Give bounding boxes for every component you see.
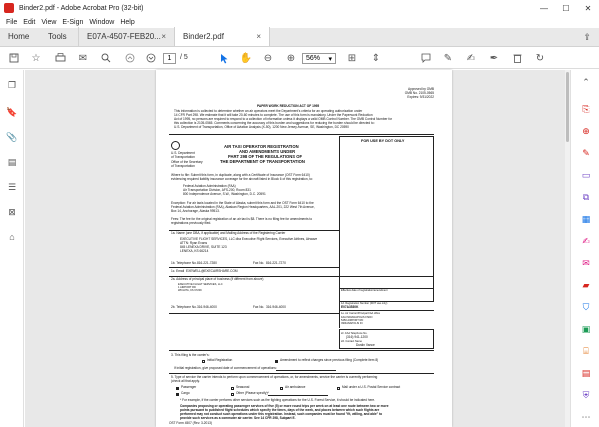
zoom-in-icon[interactable]: ⊕: [286, 52, 296, 64]
divider: [339, 310, 434, 311]
seasonal-label: Seasonal: [236, 385, 250, 389]
item-5-label: (check all that apply.: [171, 379, 200, 383]
divider: [169, 313, 339, 314]
menu-window[interactable]: Window: [89, 18, 115, 26]
tab-label: E07A-4507-FEB20...: [87, 32, 161, 41]
pra-text: Act of 1995, no persons are required to respond to a collection of information unless it displays a valid OMB Control Number. The OMB Control Number for: [174, 117, 393, 121]
tags-icon[interactable]: ⌂: [9, 232, 15, 242]
item-3-label: 3. This filing is the carrier's:: [171, 353, 210, 357]
toolbar: [0, 48, 599, 69]
acrobat-app-icon: [4, 3, 14, 13]
omb-approved: Approved by OMB: [407, 87, 434, 91]
window-controls: [533, 0, 599, 16]
combine-files-icon[interactable]: ⧉: [582, 191, 590, 202]
attachments-icon[interactable]: 📎: [6, 131, 18, 142]
send-for-signature-icon[interactable]: ✉: [582, 257, 590, 268]
delete-icon[interactable]: [509, 51, 525, 65]
hand-tool-icon[interactable]: ✋: [239, 52, 253, 64]
faa-address: Federal Aviation Administration (FAA): [183, 184, 236, 188]
principal-telephone: 316-946-4000: [197, 305, 217, 309]
scroll-mode-icon[interactable]: ⇕: [371, 52, 381, 64]
rotate-icon[interactable]: ↻: [535, 52, 545, 64]
item-1a-label: 1a. Name (one DBA, if applicable) and Mailing Address of the Registering Carrier: [171, 231, 286, 235]
carrier-city: LENEXA, KS 66214: [180, 249, 209, 253]
chevron-down-icon: ▾: [328, 55, 332, 63]
amendment-label: Amendment to reflect changes since previous filing (Complete item 8): [280, 358, 379, 362]
where-to-file: evidencing required liability insurance coverage for the aircraft listed in Block 6 of this registration, to:: [171, 177, 313, 181]
pra-text: U.S. Department of Transportation, Office of Aviation Analysis (X-50), 1200 New Jersey Avenue, SE, Washington, DC 20590: [174, 125, 349, 129]
window-title: Binder2.pdf - Adobe Acrobat Pro (32-bit): [19, 4, 144, 12]
carrier-email: EXEWELL@EXECAIRSHARE.COM: [186, 269, 238, 273]
zoom-level-select[interactable]: [302, 53, 336, 64]
redact-icon[interactable]: ▰: [582, 279, 590, 290]
previous-page-icon[interactable]: [122, 51, 138, 65]
principal-city: WICHITA, KS 67209: [178, 289, 202, 292]
document-view[interactable]: [25, 70, 570, 427]
dot-use-only-box: [339, 136, 434, 302]
dot-use-only-title: FOR USE BY DOT ONLY: [361, 139, 405, 143]
mail-label: Mail under a U.S. Postal Service contract: [342, 385, 401, 389]
air-ambulance-checkbox[interactable]: [280, 387, 283, 390]
mail-checkbox[interactable]: [337, 387, 340, 390]
other-field[interactable]: [268, 395, 328, 396]
form-heading: THE DEPARTMENT OF TRANSPORTATION: [220, 159, 305, 164]
organize-pages-icon[interactable]: ▦: [581, 213, 591, 224]
menu-file[interactable]: File: [6, 18, 18, 26]
fax-label: Fax No.: [253, 261, 265, 265]
commuter-warning: points pursuant to published flight schedules which specify the times, days of the week, and places between which such flights are: [180, 408, 380, 412]
tab-document-binder2[interactable]: [174, 27, 270, 46]
pra-text: this collection is 2105-0565. Comments concerning the accuracy of this burden and suggestions for reducing the burden should be directed to:: [174, 121, 375, 125]
form-heading: AIR TAXI OPERATOR REGISTRATION: [224, 144, 299, 149]
bookmark-star-icon[interactable]: ☆: [31, 52, 41, 64]
item-1b-label: 1b. Telephone No.: [171, 261, 197, 265]
where-to-file: Where to file: Submit this form, in duplicate, along with a Certificate of Insurance (OST Form 6410): [171, 173, 310, 177]
item-1c-label: 1c. Email: [171, 269, 185, 273]
contact-box: [339, 329, 434, 349]
minimize-button[interactable]: —: [540, 3, 548, 13]
print-icon[interactable]: [52, 51, 68, 65]
select-cursor-icon[interactable]: [216, 51, 232, 65]
commencement-label: If initial registration, give proposed date of commencement of operations:: [174, 366, 277, 370]
search-icon[interactable]: [98, 51, 114, 65]
pra-text: 14 CFR Part 298. We estimate that it will take 20-60 minutes to complete. The use of this form is mandatory. Under the Paperwork Reduction: [174, 113, 373, 117]
divider: [169, 134, 434, 135]
fees-text: registrations previously filed.: [171, 221, 212, 225]
collapse-pane-icon[interactable]: ⌃: [582, 76, 590, 87]
principal-name: EXECUTIVE FLIGHT SERVICES, LLC: [178, 283, 223, 286]
pra-title: PAPER WORK REDUCTION ACT OF 1995: [257, 104, 320, 108]
air-ambulance-label: Air ambulance: [285, 385, 306, 389]
dot-label: Office of the Secretary: [171, 160, 203, 164]
fees-text: Fees: The fee for the original registration of an air taxi is $8. There is no filing fee for amendments to: [171, 217, 313, 221]
commuter-warning: performed may not conduct such operations under this registration. Instead, such companies must be found "fit, willing, and able" to: [180, 412, 383, 416]
exception-text: Box 14, Anchorage, Alaska 99513.: [171, 209, 220, 213]
bookmarks-icon[interactable]: 🔖: [6, 106, 18, 117]
dot-label: of Transportation: [171, 164, 195, 168]
exception-text: Exception: For air taxis located in the State of Alaska, submit this form and the OST Form 6410 to the: [171, 201, 314, 205]
protect-icon[interactable]: ⛉: [582, 301, 590, 312]
commuter-warning: provide such services as a commuter air carrier. See 14 CFR 298, Subpart E.: [180, 416, 296, 420]
item-2c-label: 2c. FAA Telephone No.: [341, 332, 368, 335]
dot-label: of Transportation: [171, 155, 195, 159]
exception-text: Federal Aviation Administration (FAA), Alaskan Region Headquarters, AAL-201, 222 West 7th Avenue,: [171, 205, 315, 209]
form-number: OST Form 4507 (Rev. 3-2013): [169, 421, 212, 425]
initial-registration-checkbox[interactable]: [202, 360, 205, 363]
content-icon[interactable]: ☰: [7, 181, 17, 192]
passenger-checkbox[interactable]: [176, 387, 179, 390]
principal-fax: 316-946-4000: [266, 305, 286, 309]
email-icon[interactable]: ✉: [78, 52, 88, 64]
cargo-label: Cargo: [181, 391, 190, 395]
edit-pdf-icon[interactable]: ✎: [582, 147, 590, 158]
optimize-pdf-icon[interactable]: ▤: [581, 367, 591, 378]
carrier-attn: ATTN: Ryan Evans: [180, 241, 208, 245]
dot-seal-icon: [171, 141, 180, 150]
item-2d-label: 2d. Contact Name: [341, 340, 362, 343]
item-1d-label: 1d. Registration Number (DOT use only): [341, 302, 388, 305]
carrier-fax: 816-221-7270: [266, 261, 286, 265]
highlight-pen-icon[interactable]: ✎: [443, 52, 453, 64]
divider: [169, 373, 434, 374]
right-tools-pane: [570, 70, 599, 427]
carrier-street: 845 LENEXA DRIVE, SUITE 123: [180, 245, 227, 249]
export-pdf-icon[interactable]: ⎘: [582, 103, 590, 114]
fill-sign-tool-icon[interactable]: ✍: [582, 235, 590, 246]
layers-icon[interactable]: ▤: [7, 156, 17, 167]
fax-label: Fax No.: [253, 305, 265, 309]
carrier-telephone: 816-221-7280: [197, 261, 217, 265]
zoom-out-icon[interactable]: ⊖: [263, 52, 273, 64]
form-heading: AND AMENDMENTS UNDER: [239, 149, 296, 154]
commencement-field[interactable]: [276, 370, 336, 371]
item-2a-label: 2a. Address of principal place of business (if different from above): [171, 277, 264, 281]
faa-telephone: (316) 941-1200: [346, 335, 368, 339]
scan-ocr-icon[interactable]: ⌸: [583, 345, 589, 356]
faa-office: INDIANAPOLIS IN: [341, 322, 363, 325]
draw-icon[interactable]: ✍: [466, 52, 476, 64]
menu-esign[interactable]: E-Sign: [62, 18, 84, 26]
fit-page-icon[interactable]: ⊞: [347, 52, 357, 64]
faa-office: FAA INDIANAPOLIS FSDO: [341, 316, 373, 319]
title-bar: [0, 0, 599, 16]
tab-close-icon[interactable]: ×: [161, 32, 166, 41]
share-icon[interactable]: ⇪: [583, 32, 591, 42]
other-label: Other (Please specify)*: [236, 391, 269, 395]
divider: [169, 350, 434, 351]
initial-registration-label: Initial Registration: [207, 358, 233, 362]
tab-home[interactable]: Home: [8, 32, 30, 41]
save-icon[interactable]: [6, 51, 22, 65]
scrollbar-thumb[interactable]: [566, 72, 569, 142]
cargo-checkbox[interactable]: [176, 393, 179, 396]
item-2b-label: 2b. Telephone No.: [171, 305, 197, 309]
carrier-name: EXECUTIVE FLIGHT SERVICES, LLC dba Executive Flight Services, Executive Airlines, Airwave: [180, 237, 318, 241]
faa-office: 5450 AIRPORT RD: [341, 319, 364, 322]
principal-street: 1 AIRPORT RD: [178, 286, 196, 289]
divider: [169, 267, 339, 268]
page-number-input[interactable]: 1: [163, 53, 176, 64]
tab-tools[interactable]: Tools: [48, 32, 67, 41]
omb-number: OMB No. 2105-0565: [404, 91, 434, 95]
other-checkbox[interactable]: [231, 393, 234, 396]
item-5-label: 5. Type of service the carrier intends to perform upon commencement of operations, or, for amendments, service the carrier is currently performing: [171, 375, 378, 379]
seasonal-checkbox[interactable]: [231, 387, 234, 390]
shield-icon[interactable]: ⛨: [582, 389, 590, 400]
divider: [339, 302, 340, 328]
tab-document-e07a[interactable]: [78, 27, 174, 46]
omb-expires: Expires: 9/31/2022: [407, 95, 434, 99]
close-button[interactable]: ✕: [584, 3, 592, 13]
maximize-button[interactable]: ☐: [562, 3, 570, 13]
commuter-warning: Companies proposing or operating passenger services of five (5) or more round trips per week on at least one route between two or more: [180, 404, 389, 408]
pdf-page: [156, 70, 452, 427]
tab-close-icon[interactable]: ×: [256, 32, 261, 41]
menu-edit[interactable]: Edit: [23, 18, 36, 26]
dot-label: U.S. Department: [171, 151, 195, 155]
passenger-label: Passenger: [181, 385, 197, 389]
faa-address: Air Transportation Division, AFS-200, Room 831: [183, 188, 251, 192]
pra-text: This information is collected to determine whether an air operators meet the Department's criteria for an operating authorization under: [174, 109, 363, 113]
comment-tool-icon[interactable]: ▭: [581, 169, 591, 180]
amendment-checkbox[interactable]: [275, 360, 278, 363]
fill-sign-icon[interactable]: ✒: [489, 52, 499, 64]
form-heading: PART 298 OF THE REGULATIONS OF: [228, 154, 303, 159]
faa-address: 800 Independence Avenue, S.W., Washington, D.C. 20591: [183, 192, 266, 196]
create-pdf-icon[interactable]: ⊕: [582, 125, 590, 136]
tab-label: Binder2.pdf: [183, 32, 224, 41]
menu-help[interactable]: Help: [120, 18, 135, 26]
tab-bar: [0, 28, 599, 47]
order-icon[interactable]: ⊠: [8, 206, 16, 217]
zoom-value: 56%: [306, 55, 321, 62]
prepare-form-icon[interactable]: ▣: [581, 323, 591, 334]
menu-view[interactable]: View: [41, 18, 57, 26]
left-navigation-pane: [0, 70, 24, 427]
page-thumbnails-icon[interactable]: ❐: [7, 79, 17, 90]
more-tools-icon[interactable]: ⋯: [581, 411, 591, 422]
next-page-icon[interactable]: [143, 51, 159, 65]
registration-number: E07A3530K: [341, 305, 359, 309]
comment-icon[interactable]: [418, 51, 434, 65]
dot-effective-date: Effective date of registration/amendment: [341, 289, 388, 292]
item-1e-label: 1e. Air Carrier/Principal FAA office: [341, 312, 381, 315]
example-note: * For example, if the carrier performs other services such as fire fighting operations for the U.S. Forest Service, it should be indicated here.: [180, 398, 376, 402]
contact-name: Dustin Vance: [356, 343, 375, 347]
page-total: / 5: [180, 54, 188, 61]
